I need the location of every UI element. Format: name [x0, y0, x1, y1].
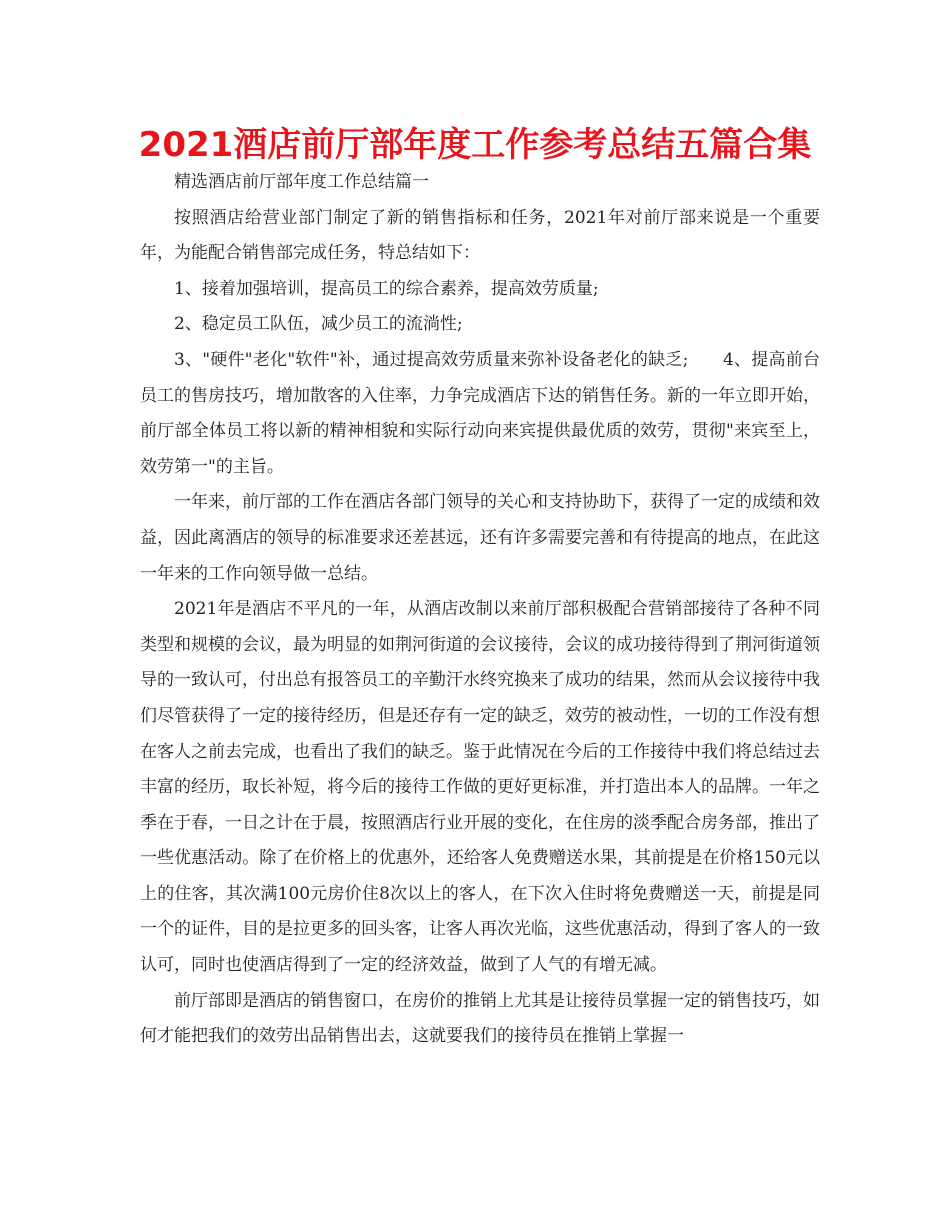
- paragraph: 按照酒店给营业部门制定了新的销售指标和任务，2021年对前厅部来说是一个重要年，为能配合销售部完成任务，特总结如下：: [140, 207, 820, 264]
- paragraph: 2、稳定员工队伍，减少员工的流淌性;: [174, 314, 463, 335]
- paragraph: 前厅部即是酒店的销售窗口，在房价的推销上尤其是让接待员掌握一定的销售技巧，如何才能把我们的效劳出品销售出去，这就要我们的接待员在推销上掌握一: [140, 990, 820, 1047]
- paragraph: 1、接着加强培训，提高员工的综合素养，提高效劳质量;: [174, 278, 599, 299]
- paragraph: 一年来，前厅部的工作在酒店各部门领导的关心和支持协助下，获得了一定的成绩和效益，因此离酒店的领导的标准要求还差甚远，还有许多需要完善和有待提高的地点，在此这一年来的工作向领导做一总结。: [140, 492, 820, 584]
- paragraph: 2021年是酒店不平凡的一年，从酒店改制以来前厅部积极配合营销部接待了各种不同类型和规模的会议，最为明显的如荆河街道的会议接待，会议的成功接待得到了荆河街道领导的一致认可，付出总有报答员工的辛勤汗水终究换来了成功的结果，然而从会议接待中我们尽管获得了一定的接待经历，但是还存有一定的缺乏，效劳的被动性，一切的工作没有想在客人之前去完成，也看出了我们的缺乏。鉴于此情况在今后的工作接待中我们将总结过去丰富的经历，取长补短，将今后的接待工作做的更好更标准，并打造出本人的品牌。一年之季在于春，一日之计在于晨，按照酒店行业开展的变化，在住房的淡季配合房务部，推出了一些优惠活动。除了在价格上的优惠外，还给客人免费赠送水果，其前提是在价格150元以上的住客，其次满100元房价住8次以上的客人，在下次入住时将免费赠送一天，前提是同一个的证件，目的是拉更多的回头客，让客人再次光临，这些优惠活动，得到了客人的一致认可，同时也使酒店得到了一定的经济效益，做到了人气的有增无减。: [140, 599, 820, 976]
- paragraph: 3、"硬件"老化"软件"补，通过提高效劳质量来弥补设备老化的缺乏; 4、提高前台员工的售房技巧，增加散客的入住率，力争完成酒店下达的销售任务。新的一年立即开始，前厅部全体员工将以新的精神相貌和实际行动向来宾提供最优质的效劳，贯彻"来宾至上，效劳第一"的主旨。: [140, 349, 820, 477]
- document-body: [140, 165, 820, 1055]
- section-subtitle: 精选酒店前厅部年度工作总结篇一: [174, 172, 429, 192]
- document-title: 2021酒店前厅部年度工作参考总结五篇合集: [138, 125, 812, 165]
